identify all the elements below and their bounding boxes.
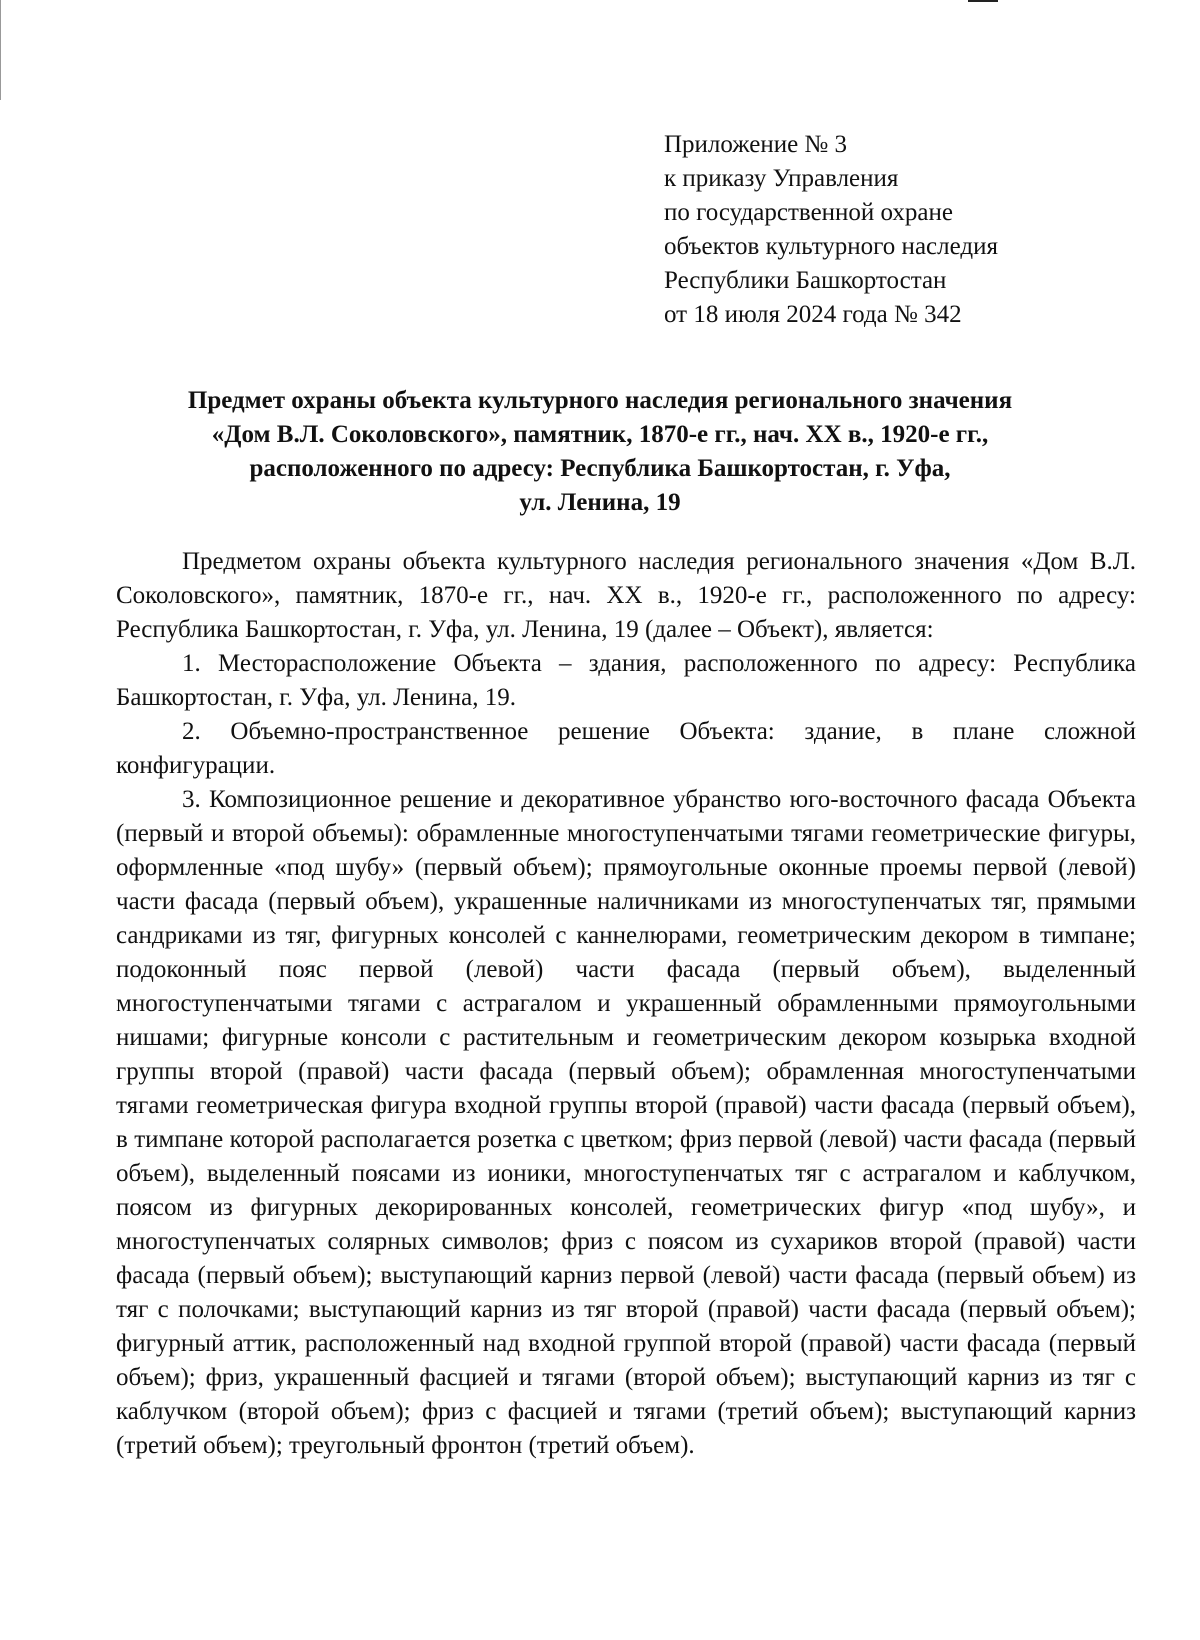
- appendix-line: к приказу Управления: [664, 165, 899, 192]
- scan-edge-mark: [968, 0, 998, 2]
- title-line: ул. Ленина, 19: [519, 489, 681, 516]
- document-title: [100, 384, 1100, 520]
- scan-edge-line: [0, 0, 1, 100]
- appendix-line: Республики Башкортостан: [664, 267, 947, 294]
- item-paragraph: 3. Композиционное решение и декоративное убранство юго-восточного фасада Объекта (первый и второй объемы): обрамленные многоступенчатыми тягами геометрические фигуры, оформленные «под шубу» (первый объем); прямоугольные оконные проемы первой (левой) части фасада (первый объем), украшенные наличниками из многоступенчатых тяг, прямыми сандриками из тяг, фигурных консолей с каннелюрами, геометрическим декором в тимпане; подоконный пояс первой (левой) части фасада (первый объем), выделенный многоступенчатыми тягами с астрагалом и украшенный обрамленными прямоугольными нишами; фигурные консоли с растительным и геометрическим декором козырька входной группы второй (правой) части фасада (первый объем); обрамленная многоступенчатыми тягами геометрическая фигура входной группы второй (правой) части фасада (первый объем), в тимпане которой располагается розетка с цветком; фриз первой (левой) части фасада (первый объем), выделенный поясами из ионики, многоступенчатых тяг с астрагалом и каблучком, поясом из фигурных декорированных консолей, геометрических фигур «под шубу», и многоступенчатых солярных символов; фриз с поясом из сухариков второй (правой) части фасада (первый объем); выступающий карниз первой (левой) части фасада (первый объем) из тяг с полочками; выступающий карниз из тяг второй (правой) части фасада (первый объем); фигурный аттик, расположенный над входной группой второй (правой) части фасада (первый объем); фриз, украшенный фасцией и тягами (второй объем); выступающий карниз из тяг с каблучком (второй объем); фриз с фасцией и тягами (третий объем); выступающий карниз (третий объем); треугольный фронтон (третий объем).: [116, 786, 1136, 1459]
- title-line: расположенного по адресу: Республика Башкортостан, г. Уфа,: [249, 455, 951, 482]
- item-paragraph: 1. Месторасположение Объекта – здания, расположенного по адресу: Республика Башкортостан, г. Уфа, ул. Ленина, 19.: [116, 650, 1136, 711]
- item-paragraph: 2. Объемно-пространственное решение Объекта: здание, в плане сложной конфигурации.: [116, 718, 1136, 779]
- appendix-line: Приложение № 3: [664, 131, 848, 158]
- intro-paragraph: Предметом охраны объекта культурного наследия регионального значения «Дом В.Л. Соколовского», памятник, 1870-е гг., нач. XX в., 1920-е гг., расположенного по адресу: Республика Башкортостан, г. Уфа, ул. Ленина, 19 (далее – Объект), является:: [116, 548, 1136, 643]
- appendix-header: [664, 128, 1104, 332]
- appendix-line: по государственной охране: [664, 199, 954, 226]
- appendix-line: от 18 июля 2024 года № 342: [664, 301, 962, 328]
- appendix-line: объектов культурного наследия: [664, 233, 998, 260]
- title-line: «Дом В.Л. Соколовского», памятник, 1870-е гг., нач. XX в., 1920-е гг.,: [211, 421, 989, 448]
- document-body: [116, 545, 1136, 1463]
- title-line: Предмет охраны объекта культурного наследия регионального значения: [187, 387, 1013, 414]
